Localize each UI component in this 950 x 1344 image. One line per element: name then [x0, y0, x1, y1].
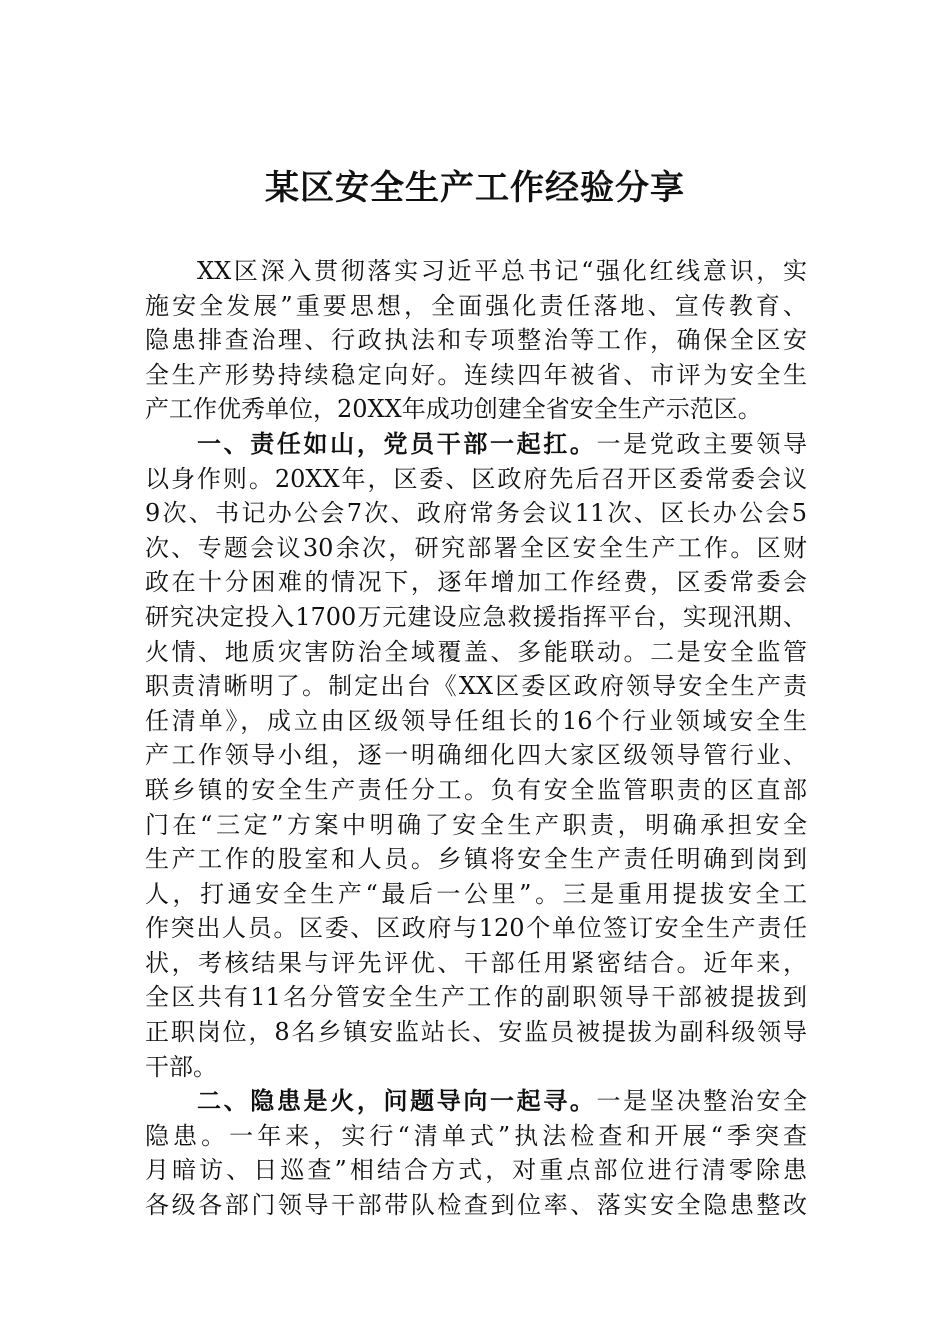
line-text: 月暗访、日巡查”相结合方式，对重点部位进行清零除患: [145, 1156, 807, 1185]
line-text: 产工作优秀单位，20XX年成功创建全省安全生产示范区。: [145, 395, 762, 424]
line-text: 全生产形势持续稳定向好。连续四年被省、市评为安全生: [145, 360, 807, 389]
paragraph: [145, 1084, 807, 1222]
text-line: [145, 496, 807, 531]
text-line: [145, 946, 807, 981]
line-text: 施安全发展”重要思想，全面强化责任落地、宣传教育、: [145, 291, 807, 320]
line-text: 研究决定投入1700万元建设应急救援指挥平台，实现汛期、: [145, 602, 807, 631]
text-line: [145, 669, 807, 704]
text-line: [145, 1015, 807, 1050]
line-text: XX区深入贯彻落实习近平总书记“强化红线意识，实: [197, 257, 807, 285]
document-title: 某区安全生产工作经验分享: [265, 168, 685, 208]
line-text: 职责清晰明了。制定出台《XX区委区政府领导安全生产责: [145, 672, 807, 701]
text-line: [145, 808, 807, 843]
text-line: [145, 635, 807, 670]
document-body: [145, 254, 807, 1223]
text-line: [145, 877, 807, 912]
line-text: 产工作领导小组，逐一明确细化四大家区级领导管行业、: [145, 741, 807, 770]
text-line: [145, 1119, 807, 1154]
line-text: 9次、书记办公会7次、政府常务会议11次、区长办公会5: [145, 499, 807, 528]
line-text: 联乡镇的安全生产责任分工。负有安全监管职责的区直部: [145, 775, 807, 804]
line-text: 政在十分困难的情况下，逐年增加工作经费，区委常委会: [145, 568, 807, 597]
text-line: [145, 392, 807, 427]
text-line: [145, 531, 807, 566]
text-line: [145, 254, 807, 289]
line-text: 人，打通安全生产“最后一公里”。三是重用提拔安全工: [145, 879, 807, 908]
text-line: [145, 462, 807, 497]
text-line: [145, 842, 807, 877]
line-text: 一是坚决整治安全: [596, 1087, 808, 1116]
line-text: 以身作则。20XX年，区委、区政府先后召开区委常委会议: [145, 464, 807, 493]
line-text: 门在“三定”方案中明确了安全生产职责，明确承担安全: [145, 810, 807, 839]
line-text: 作突出人员。区委、区政府与120个单位签订安全生产责任: [145, 914, 807, 943]
text-line: [145, 358, 807, 393]
paragraph: [145, 254, 807, 427]
text-line: [145, 427, 807, 462]
text-line: [145, 773, 807, 808]
text-line: [145, 980, 807, 1015]
line-text: 隐患。一年来，实行“清单式”执法检查和开展“季突查: [145, 1121, 807, 1150]
line-text: 生产工作的股室和人员。乡镇将安全生产责任明确到岗到: [145, 845, 807, 874]
line-text: 各级各部门领导干部带队检查到位率、落实安全隐患整改: [145, 1191, 807, 1220]
line-text: 次、专题会议30余次，研究部署全区安全生产工作。区财: [145, 533, 807, 562]
line-text: 火情、地质灾害防治全域覆盖、多能联动。二是安全监管: [145, 637, 807, 666]
text-line: [145, 1188, 807, 1223]
line-text: 全区共有11名分管安全生产工作的副职领导干部被提拔到: [145, 983, 807, 1012]
line-text: 一是党政主要领导: [596, 429, 808, 458]
text-line: [145, 600, 807, 635]
text-line: [145, 1153, 807, 1188]
text-line: [145, 704, 807, 739]
line-text: 干部。: [145, 1052, 217, 1081]
section-heading: 二、隐患是火，问题导向一起寻。: [197, 1087, 597, 1116]
text-line: [145, 911, 807, 946]
text-line: [145, 738, 807, 773]
text-line: [145, 1084, 807, 1119]
text-line: [145, 565, 807, 600]
text-line: [145, 1050, 807, 1085]
text-line: [145, 323, 807, 358]
text-line: [145, 289, 807, 324]
line-text: 状，考核结果与评先评优、干部任用紧密结合。近年来，: [145, 948, 807, 977]
paragraph: [145, 427, 807, 1084]
line-text: 隐患排查治理、行政执法和专项整治等工作，确保全区安: [145, 326, 807, 355]
line-text: 正职岗位，8名乡镇安监站长、安监员被提拔为副科级领导: [145, 1018, 807, 1047]
line-text: 任清单》，成立由区级领导任组长的16个行业领域安全生: [145, 706, 807, 735]
section-heading: 一、责任如山，党员干部一起扛。: [197, 429, 597, 458]
